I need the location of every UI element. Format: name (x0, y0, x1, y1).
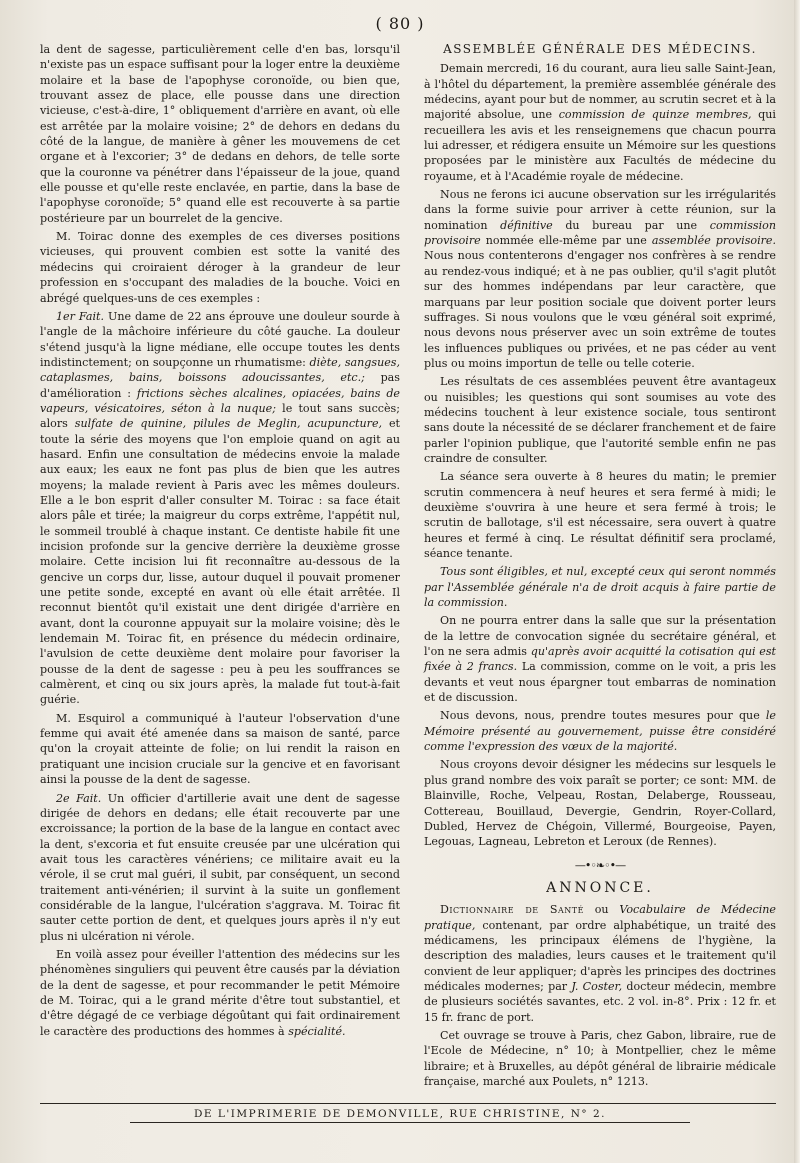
case-two-paragraph: 2e Fait. Un officier d'artillerie avait une dent de sagesse dirigée de dehors en dedans; elle était recouverte par une excroissance; la portion de la base de la langue en contact avec la dent, s'excoria et fut ensuite creusée par une ulcération qui avait tous les caractères vénériens; ce militaire avait eu la vérole, il se crut mal guéri, il subit, par conséquent, un second traitement anti-vénérien; il survint à la suite un gonflement considérable de la langue, l'ulcération s'aggrava. M. Toirac fit sauter cette portion de dent, et quelques jours après il n'y eut plus ni ulcération ni vérole. (40, 791, 400, 943)
article-paragraph: M. Esquirol a communiqué à l'auteur l'observation d'une femme qui avait été amenée dans sa maison de santé, parce qu'on la croyait atteinte de folie; on lui rendit la raison en pratiquant une incision cruciale sur la gencive et en favorisant ainsi la pousse de la dent de sagesse. (40, 711, 400, 787)
case-one-paragraph: 1er Fait. Une dame de 22 ans éprouve une douleur sourde à l'angle de la mâchoire inférieure du côté gauche. La douleur s'étend jusqu'à la ligne médiane, elle occupe toutes les dents indistinctement; on soupçonne un rhumatisme: diète, sangsues, cataplasmes, bains, boissons adoucissantes, etc.; pas d'amélioration : frictions sèches alcalines, opiacées, bains de vapeurs, vésicatoires, séton à la nuque; le tout sans succès; alors sulfate de quinine, pilules de Meglin, acupuncture, et toute la série des moyens que l'on emploie quand on agit au hasard. Enfin une consultation de médecins envoie la malade aux eaux; les eaux ne font pas plus de bien que les autres moyens; la malade revient à Paris avec les mêmes douleurs. Elle a le bon esprit d'aller consulter M. Toirac : sa face était alors pâle et tirée; la maigreur du corps extrême, l'appétit nul, le sommeil troublé à chaque instant. Ce dentiste habile fit une incision profonde sur la gencive derrière la deuxième grosse molaire. Cette incision lui fit reconnaître au-dessous de la gencive un corps dur, lisse, autour duquel il pouvait promener une petite sonde, excepté en avant où elle était arrêtée. Il reconnut bientôt qu'il existait une dent dirigée d'arrière en avant, dont la couronne appuyait sur la molaire voisine; dès le lendemain M. Toirac fit, en présence du médecin ordinaire, l'avulsion de cette deuxième dent molaire pour favoriser la pousse de la dent de sagesse : peu à peu les souffrances se calmèrent, et cinq ou six jours après, la malade fut tout-à-fait guérie. (40, 309, 401, 707)
article-paragraph: Tous sont éligibles, et nul, excepté ceux qui seront nommés par l'Assemblée générale n'a de droit acquis à faire partie de la commission. (424, 565, 776, 610)
right-column (424, 42, 776, 1089)
section-heading: ASSEMBLÉE GÉNÉRALE DES MÉDECINS. (443, 42, 757, 56)
case-label: 2e Fait. (56, 791, 102, 805)
divider-ornament: —•◦❧◦•— (574, 858, 626, 872)
article-paragraph: Nous ne ferons ici aucune observation sur les irrégularités dans la forme suivie pour arriver à cette réunion, sur la nomination définitive du bureau par une commission provisoire nommée elle-même par une assemblée provisoire. Nous nous contenterons d'engager nos confrères à se rendre au rendez-vous indiqué; et à ne pas oublier, qu'il s'agit plutôt sur des hommes indépendans par leur caractère, que marquans par leur position sociale que doivent porter leurs suffrages. Si nous voulons que le vœu général soit exprimé, nous devons nous préserver avec un soin extrême de toutes les influences publiques ou privées, et ne pas céder au vent plus ou moins importun de telle ou telle coterie. (424, 188, 777, 370)
article-paragraph: la dent de sagesse, particulièrement celle d'en bas, lorsqu'il n'existe pas un espace suffisant pour la loger entre la deuxième molaire et la base de l'apophyse coronoïde, ou bien que, trouvant assez de place, elle pousse dans une direction vicieuse, c'est-à-dire, 1° obliquement d'arrière en avant, où elle est arrêtée par la molaire voisine; 2° de dehors en dedans du côté de la langue, de manière à gêner les mouvemens de cet organe et à l'excorier; 3° de dedans en dehors, de telle sorte que la couronne va pénétrer dans l'épaisseur de la joue, quand elle pousse et qu'elle reste enclavée, en partie, dans la base de l'apophyse coronoïde; 5° quand elle est recouverte à sa partie postérieure par un bourrelet de la gencive. (40, 43, 400, 225)
page-number: ( 80 ) (375, 14, 425, 33)
article-paragraph: Nous croyons devoir désigner les médecins sur lesquels le plus grand nombre des voix paraît se porter; ce sont: MM. de Blainville, Roche, Velpeau, Rostan, Delaberge, Rousseau, Cottereau, Bouillaud, Devergie, Gendrin, Royer-Collard, Dubled, Hervez de Chégoin, Villermé, Bourgeoise, Payen, Legouas, Lagneau, Lebreton et Leroux (de Rennes). (424, 758, 776, 849)
article-paragraph: M. Toirac donne des exemples de ces diverses positions vicieuses, qui prouvent combien est sotte la vanité des médecins qui croiraient déroger à la grandeur de leur profession en s'occupant des maladies de la bouche. Voici en abrégé quelques-uns de ces exemples : (40, 230, 400, 305)
article-paragraph: On ne pourra entrer dans la salle que sur la présentation de la lettre de convocation signée du secrétaire général, et l'on ne sera admis qu'après avoir acquitté la cotisation qui est fixée à 2 francs. La commission, comme on le voit, a pris les devants et veut nous épargner tout embarras de nomination et de discussion. (424, 614, 777, 705)
announcement-paragraph: Dictionnaire de Santé ou Vocabulaire de Médecine pratique, contenant, par ordre alphabétique, un traité des médicamens, les principaux élémens de l'hygiène, la description des maladies, leurs causes et le traitement qu'il convient de leur appliquer; d'après les principes des doctrines médicales modernes; par J. Coster, docteur médecin, membre de plusieurs sociétés savantes, etc. 2 vol. in-8°. Prix : 12 fr. et 15 fr. franc de port. (424, 903, 777, 1024)
left-column (40, 42, 400, 1039)
article-paragraph: La séance sera ouverte à 8 heures du matin; le premier scrutin commencera à neuf heures et sera fermé à midi; le deuxième s'ouvrira à une heure et sera fermé à trois; le scrutin de ballotage, s'il est nécessaire, sera ouvert à quatre heures et fermé à cinq. Le résultat définitif sera proclamé, séance tenante. (424, 470, 776, 560)
printer-imprint: DE L'IMPRIMERIE DE DEMONVILLE, RUE CHRISTINE, N° 2. (193, 1108, 606, 1120)
article-paragraph: Les résultats de ces assemblées peuvent être avantageux ou nuisibles; les questions qui sont soumises au vote des médecins touchent à leur existence sociale, tous sentiront sans doute la nécessité de se déclarer franchement et de faire parler l'opinion publique, que l'autorité semble enfin ne pas craindre de consulter. (424, 375, 776, 465)
conclusion-paragraph: En voilà assez pour éveiller l'attention des médecins sur les phénomènes singuliers qui peuvent être causés par la déviation de la dent de sagesse, et pour recommander le petit Mémoire de M. Toirac, qui a le grand mérite d'être tout substantiel, et d'être dégagé de ce verbiage dégoûtant qui fait ordinairement le caractère des productions des hommes à spécialité. (40, 947, 400, 1038)
announcement-heading: ANNONCE. (546, 879, 654, 896)
article-paragraph: Demain mercredi, 16 du courant, aura lieu salle Saint-Jean, à l'hôtel du département, la première assemblée générale des médecins, ayant pour but de nommer, au scrutin secret et à la majorité absolue, une commission de quinze membres, qui recueillera les avis et les renseignemens que chacun pourra lui adresser, et rédigera ensuite un Mémoire sur les questions proposées par le ministère aux Facultés de médecine du royaume, et à l'Académie royale de médecine. (424, 62, 776, 183)
footer-rule (130, 1122, 690, 1123)
article-paragraph: Nous devons, nous, prendre toutes mesures pour que le Mémoire présenté au gouvernement, puisse être considéré comme l'expression des vœux de la majorité. (424, 709, 776, 754)
page-edge (794, 0, 800, 1163)
footer-rule (40, 1103, 776, 1104)
announcement-paragraph: Cet ouvrage se trouve à Paris, chez Gabon, libraire, rue de l'Ecole de Médecine, n° 10; à Montpellier, chez le même libraire; et à Bruxelles, au dépôt général de librairie médicale française, marché aux Poulets, n° 1213. (424, 1028, 776, 1088)
case-label: 1er Fait. (56, 309, 104, 323)
